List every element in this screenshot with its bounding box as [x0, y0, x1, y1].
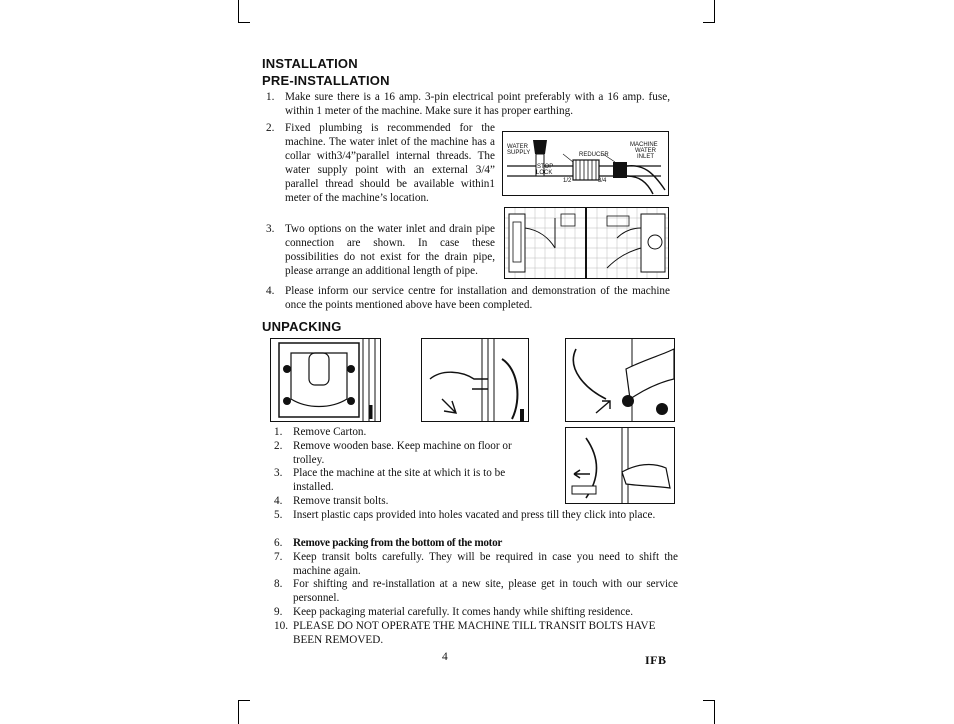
- pre-item-1: [266, 90, 670, 118]
- unpack-item-8: [274, 577, 678, 605]
- connection-option-2-illustration: [587, 208, 668, 278]
- label-inlet: INLET: [637, 154, 655, 160]
- unpack-item-6: [274, 536, 678, 550]
- unpack-item-text: For shifting and re-installation at a new site, please get in touch with our service personnel.: [293, 578, 678, 604]
- pre-item-text: Please inform our service centre for installation and demonstration of the machine once the points mentioned above have been completed.: [285, 285, 670, 311]
- rear-panel-illustration: [271, 339, 380, 421]
- crop-mark-bl-v: [238, 700, 239, 724]
- pre-item-number: 4.: [266, 285, 275, 297]
- unpacking-figure-insert-cap: [565, 427, 675, 504]
- unpack-item-text: Remove transit bolts.: [293, 495, 389, 507]
- label-water-supply-line-1: WATER: [507, 144, 528, 150]
- unpack-item-number: 5.: [274, 509, 283, 521]
- unpack-item-1: [274, 425, 534, 439]
- unpack-item-number: 3.: [274, 467, 283, 479]
- crop-mark-tr-h: [703, 22, 715, 23]
- unpack-item-9: [274, 605, 678, 619]
- label-water: WATER: [635, 148, 656, 154]
- insert-cap-illustration: [566, 428, 674, 503]
- pre-item-2: [266, 121, 496, 219]
- connection-option-2-diagram: [586, 207, 669, 279]
- label-size-half: 1/2: [563, 178, 572, 184]
- unpack-item-3: [274, 466, 534, 494]
- pre-item-number: 1.: [266, 91, 275, 103]
- unpack-item-5: [274, 508, 678, 536]
- label-lock: LOCK: [536, 170, 553, 176]
- label-reducer: REDUCER: [579, 152, 609, 158]
- crop-mark-br-h: [703, 700, 715, 701]
- crop-mark-br-v: [714, 700, 715, 724]
- label-machine: MACHINE: [630, 142, 658, 148]
- unpacking-figure-remove-bolt: [565, 338, 675, 422]
- unpack-item-text: Keep packaging material carefully. It comes handy while shifting residence.: [293, 606, 634, 618]
- pre-item-number: 2.: [266, 122, 275, 134]
- crop-mark-tl-h: [238, 22, 250, 23]
- unpack-item-7: [274, 550, 678, 578]
- heading-installation: INSTALLATION: [262, 56, 358, 71]
- label-size-three-quarter: 3/4: [598, 178, 607, 184]
- unpack-item-number: 1.: [274, 426, 283, 438]
- unpack-item-number: 6.: [274, 537, 283, 549]
- page-number: 4: [442, 651, 448, 663]
- pre-item-4: [266, 284, 670, 312]
- pre-item-text: Two options on the water inlet and drain pipe connection are shown. In case these possibilities do not exist for the drain pipe, please arrange an additional length of pipe.: [285, 223, 495, 277]
- heading-unpacking: UNPACKING: [262, 319, 342, 334]
- unpack-item-number: 4.: [274, 495, 283, 507]
- unpack-item-text: PLEASE DO NOT OPERATE THE MACHINE TILL TRANSIT BOLTS HAVE BEEN REMOVED.: [293, 620, 656, 646]
- unpack-item-number: 8.: [274, 578, 283, 590]
- unpack-item-text: Remove Carton.: [293, 426, 367, 438]
- crop-mark-tr-v: [714, 0, 715, 22]
- plumbing-labels: [503, 132, 668, 195]
- unpack-item-number: 10.: [274, 620, 288, 632]
- connection-option-1-illustration: [505, 208, 585, 278]
- unpack-item-2: [274, 439, 534, 467]
- unpacking-figure-rear-panel: [270, 338, 381, 422]
- connection-option-1-diagram: [504, 207, 586, 279]
- pre-item-3: [266, 222, 496, 278]
- unpack-item-text: Remove packing from the bottom of the motor: [293, 537, 503, 549]
- unpack-item-4: [274, 494, 534, 508]
- unpack-item-text: Insert plastic caps provided into holes vacated and press till they click into place.: [293, 509, 656, 521]
- crop-mark-bl-h: [238, 700, 250, 701]
- unpack-item-10: [274, 619, 678, 647]
- pre-item-text: Make sure there is a 16 amp. 3-pin electrical point preferably with a 16 amp. fuse, within 1 meter of the machine. Make sure it has proper earthing.: [285, 91, 670, 117]
- remove-bolt-illustration: [566, 339, 674, 421]
- label-water-supply-line-2: SUPPLY: [507, 150, 531, 156]
- crop-mark-tl-v: [238, 0, 239, 22]
- unpack-item-number: 9.: [274, 606, 283, 618]
- unpack-item-text: Place the machine at the site at which it is to be installed.: [293, 467, 506, 493]
- unpack-item-text: Keep transit bolts carefully. They will be required in case you need to shift the machine again.: [293, 551, 678, 577]
- pre-item-text: Fixed plumbing is recommended for the machine. The water inlet of the machine has a collar with3/4”parallel internal threads. The water supply point with an external 3/4” parallel thread should be available within1 meter of the machine’s location.: [285, 122, 495, 204]
- heading-pre-installation: PRE-INSTALLATION: [262, 73, 390, 88]
- pre-item-number: 3.: [266, 223, 275, 235]
- plumbing-diagram: [502, 131, 669, 196]
- label-stop: STOP: [537, 164, 554, 170]
- unpack-item-number: 7.: [274, 551, 283, 563]
- unpacking-figure-transit-bolt: [421, 338, 529, 422]
- brand-logo: IFB: [645, 653, 667, 667]
- transit-bolt-illustration: [422, 339, 528, 421]
- unpack-item-number: 2.: [274, 440, 283, 452]
- unpack-item-text: Remove wooden base. Keep machine on floor or trolley.: [293, 440, 512, 466]
